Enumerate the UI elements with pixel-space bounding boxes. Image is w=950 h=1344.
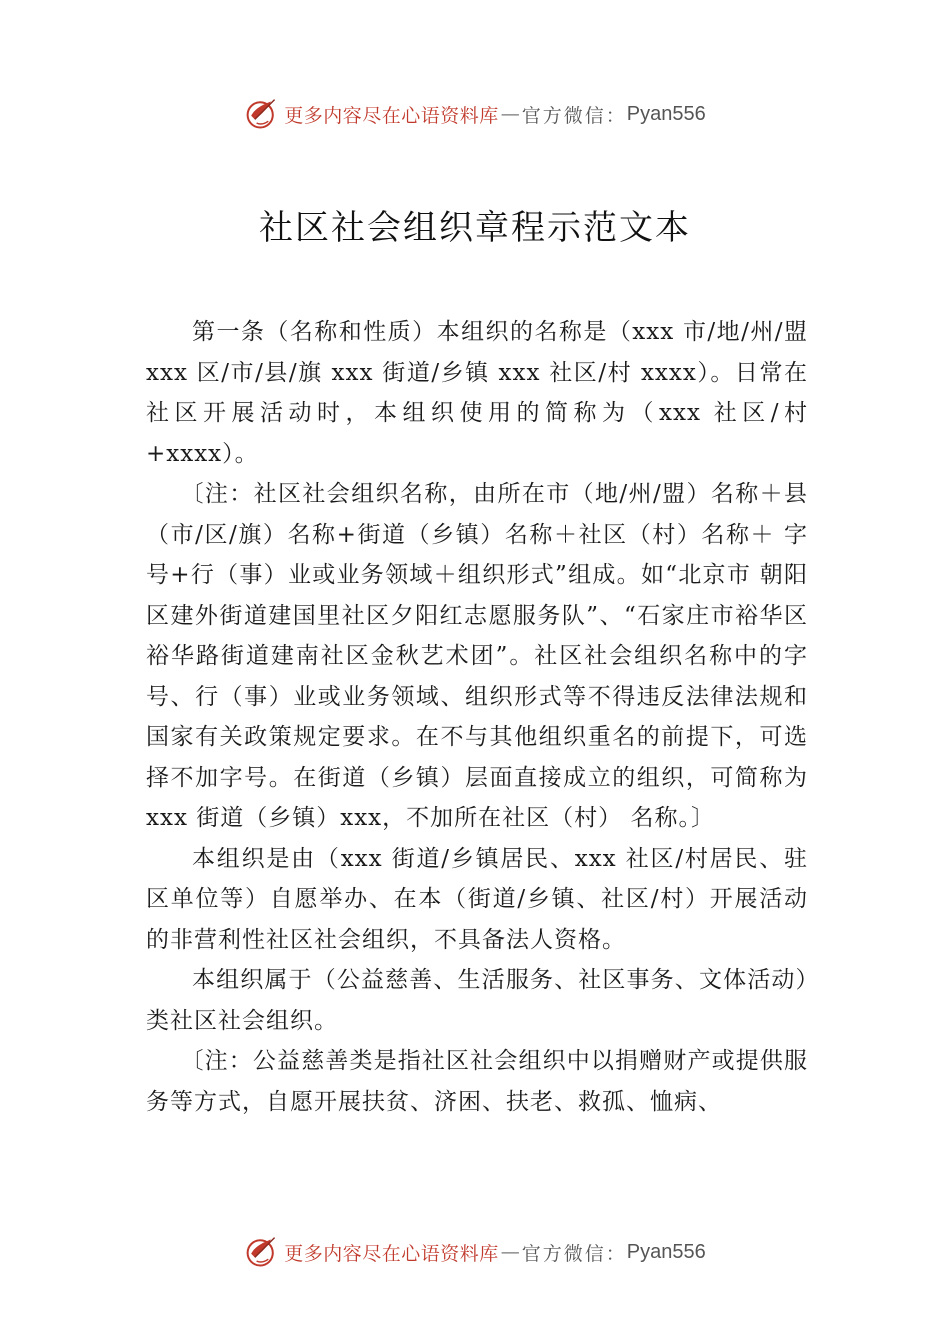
banner-wechat-id: Pyan556 — [626, 1240, 706, 1263]
banner-wechat-label: 官方微信： — [521, 1242, 627, 1265]
banner-wechat-id: Pyan556 — [626, 102, 706, 125]
quill-logo-icon — [244, 96, 280, 132]
document-body — [146, 312, 808, 1122]
paragraph-note-category: 〔注：公益慈善类是指社区社会组织中以捐赠财产或提供服务等方式，自愿开展扶贫、济困、扶老、救孤、恤病、 — [146, 1048, 808, 1115]
paragraph-note-name: 〔注：社区社会组织名称，由所在市（地/州/盟）名称＋县（市/区/旗）名称+街道（乡镇）名称＋社区（村）名称＋ 字号+行（事）业或业务领域＋组织形式”组成。如“北京市 朝阳区建外街道建国里社区夕阳红志愿服务队”、“石家庄市裕华区裕华路街道建南社区金秋艺术团”。社区社会组织名称中的字号、行（事）业或业务领域、组织形式等不得违反法律法规和国家有关政策规定要求。在不与其他组织重名的前提下，可选择不加字号。在街道（乡镇）层面直接成立的组织，可简称为 xxx 街道（乡镇）xxx，不加所在社区（村） 名称。〕 — [146, 481, 808, 831]
paragraph-category: 本组织属于（公益慈善、生活服务、社区事务、文体活动）类社区社会组织。 — [146, 967, 808, 1034]
banner-separator: — — [500, 103, 520, 125]
banner-wechat-label: 官方微信： — [521, 104, 627, 127]
paragraph-organizer: 本组织是由（xxx 街道/乡镇居民、xxx 社区/村居民、驻区单位等）自愿举办、在本（街道/乡镇、社区/村）开展活动的非营利性社区社会组织，不具备法人资格。 — [146, 845, 808, 953]
banner-slogan: 更多内容尽在心语资料库 — [284, 104, 499, 127]
footer-banner — [0, 1232, 950, 1272]
banner-slogan: 更多内容尽在心语资料库 — [284, 1242, 499, 1265]
document-title: 社区社会组织章程示范文本 — [259, 208, 691, 248]
paragraph-article-1: 第一条（名称和性质）本组织的名称是（xxx 市/地/州/盟 xxx 区/市/县/旗 xxx 街道/乡镇 xxx 社区/村 xxxx）。日常在社区开展活动时，本组织使用的简称为（xxx 社区/村+xxxx）。 — [146, 319, 808, 467]
quill-logo-icon — [244, 1234, 280, 1270]
banner-separator: — — [500, 1241, 520, 1263]
header-banner — [0, 94, 950, 134]
